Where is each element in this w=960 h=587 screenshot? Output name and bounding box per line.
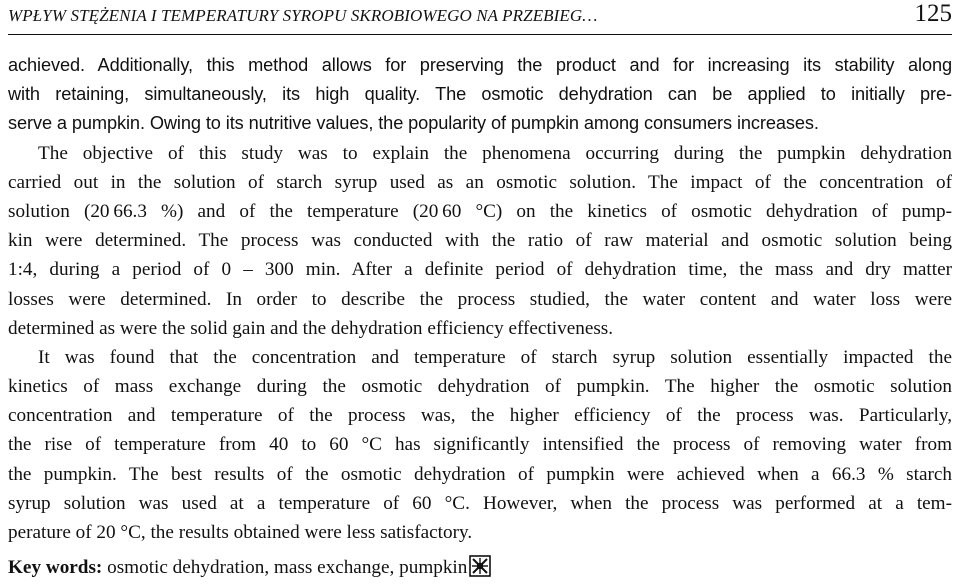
text-line: [8, 139, 952, 168]
text-line-content: serve a pumpkin. Owing to its nutritive values, the popularity of pumpkin among consumers increases.: [8, 113, 819, 134]
text-line-content: carried out in the solution of starch syrup used as an osmotic solution. The impact of the concentration of: [8, 171, 952, 193]
text-line-content: It was found that the concentration and temperature of starch syrup solution essentially impacted the: [38, 346, 952, 368]
keywords-label: Key words:: [8, 557, 103, 578]
page-number: 125: [914, 0, 952, 27]
running-title: WPŁYW STĘŻENIA I TEMPERATURY SYROPU SKROBIOWEGO NA PRZEBIEG…: [8, 6, 598, 25]
text-line-content: achieved. Additionally, this method allows for preserving the product and for increasing its stability along: [8, 55, 952, 75]
text-line: [8, 430, 952, 459]
text-line-content: losses were determined. In order to describe the process studied, the water content and water loss were: [8, 288, 952, 310]
text-line: [8, 80, 952, 109]
text-line: [8, 109, 952, 138]
text-line: [8, 285, 952, 314]
text-line: [8, 51, 952, 80]
keywords-text: osmotic dehydration, mass exchange, pumpkin: [107, 557, 468, 578]
text-line: [8, 226, 952, 255]
text-line-content: kin were determined. The process was conducted with the ratio of raw material and osmotic solution being: [8, 230, 952, 252]
text-line-content: The objective of this study was to explain the phenomena occurring during the pumpkin dehydration: [38, 142, 952, 164]
text-line: [8, 314, 952, 343]
text-line-content: the rise of temperature from 40 to 60 °C has significantly intensified the process of removing water from: [8, 434, 952, 456]
text-line-content: syrup solution was used at a temperature of 60 °C. However, when the process was performed at a tem-: [8, 492, 952, 514]
abstract-body: [8, 51, 952, 547]
text-line: [8, 518, 952, 547]
text-line: [8, 401, 952, 430]
text-line-content: determined as were the solid gain and the dehydration efficiency effectiveness.: [8, 317, 614, 339]
text-line: [8, 168, 952, 197]
text-line-content: the pumpkin. The best results of the osmotic dehydration of pumpkin were achieved when a 66.3 % starch: [8, 463, 952, 485]
text-line-content: solution (20 66.3 %) and of the temperature (20 60 °C) on the kinetics of osmotic dehydration of pump-: [8, 200, 952, 222]
text-line-content: kinetics of mass exchange during the osmotic dehydration of pumpkin. The higher the osmotic solution: [8, 376, 952, 398]
text-line-content: with retaining, simultaneously, its high quality. The osmotic dehydration can be applied to initially pre-: [8, 84, 952, 105]
text-line: [8, 372, 952, 401]
running-header: [8, 0, 952, 35]
text-line-content: perature of 20 °C, the results obtained were less satisfactory.: [8, 522, 473, 543]
end-of-article-ornament-icon: [469, 555, 491, 587]
text-line-content: concentration and temperature of the process was, the higher efficiency of the process was. Particularly,: [8, 405, 952, 427]
text-line: [8, 489, 952, 518]
text-line-content: 1:4, during a period of 0 – 300 min. After a definite period of dehydration time, the mass and dry matter: [8, 259, 952, 281]
text-line: [8, 197, 952, 226]
text-line: [8, 343, 952, 372]
text-line: [8, 460, 952, 489]
text-line: [8, 255, 952, 284]
keywords-line: [8, 553, 491, 583]
